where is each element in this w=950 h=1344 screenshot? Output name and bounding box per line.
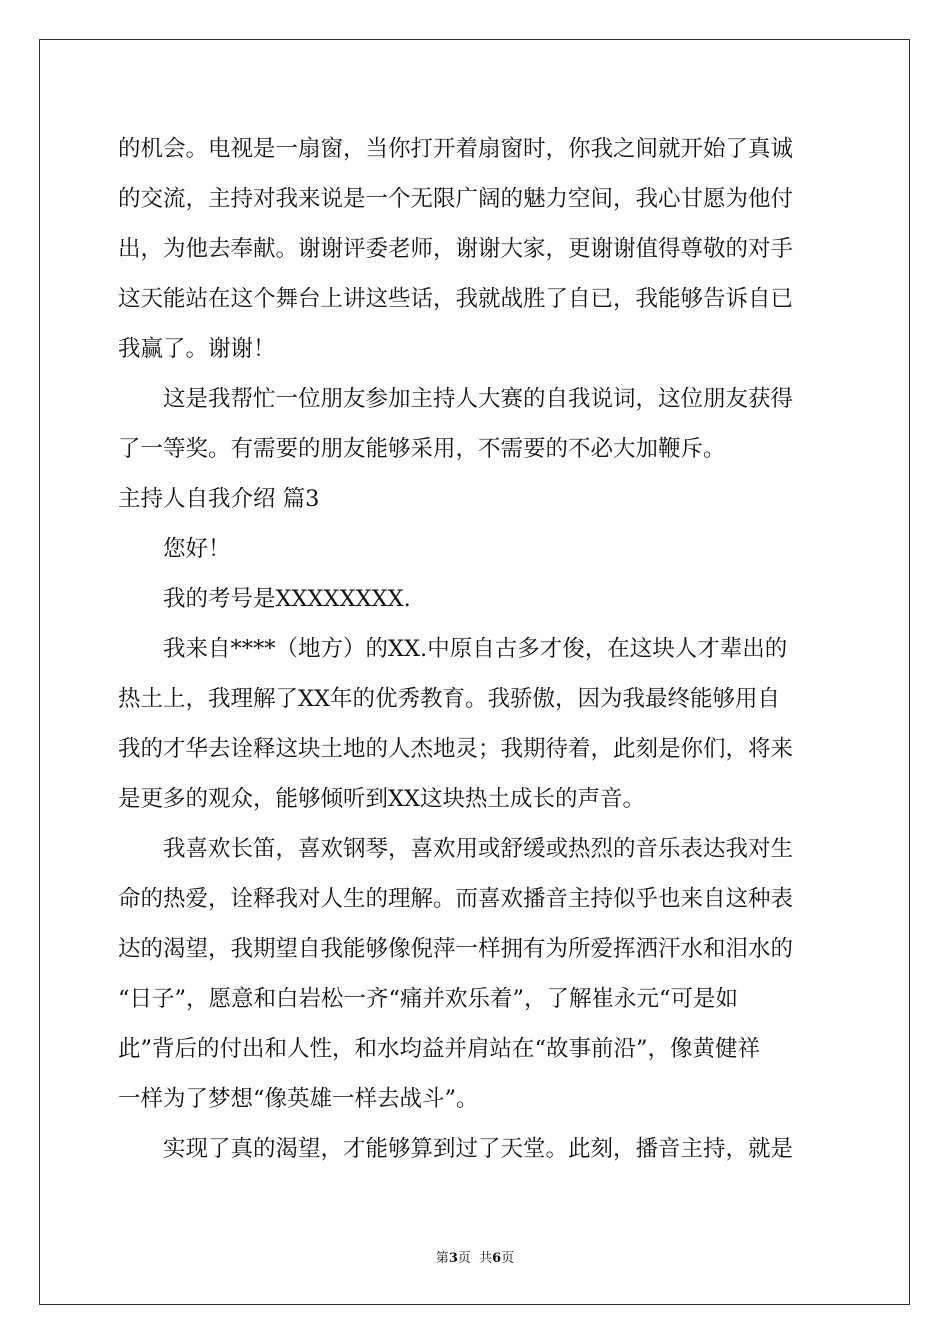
text-line: 这是我帮忙一位朋友参加主持人大赛的自我说词，这位朋友获得 [163,386,794,412]
footer-prefix: 第 [435,1251,449,1266]
footer-mid: 页 共 [457,1251,493,1266]
text-line: 我喜欢长笛，喜欢钢琴，喜欢用或舒缓或热烈的音乐表达我对生 [163,836,794,862]
text-line: 我的才华去诠释这块土地的人杰地灵；我期待着，此刻是你们，将来 [118,736,794,762]
page-footer [0,1247,950,1266]
text-line: 我赢了。谢谢！ [118,336,276,362]
text-line: 达的渴望，我期望自我能够像倪萍一样拥有为所爱挥洒汗水和泪水的 [118,936,794,962]
text-line: 实现了真的渴望，才能够算到过了天堂。此刻，播音主持，就是 [163,1136,794,1162]
footer-suffix: 页 [501,1251,515,1266]
text-line: 的机会。电视是一扇窗，当你打开着扇窗时，你我之间就开始了真诚 [118,136,794,162]
text-line: “日子”，愿意和白岩松一齐“痛并欢乐着”，了解崔永元“可是如 [118,986,739,1012]
total-page-number: 6 [492,1251,502,1266]
text-line: 出，为他去奉献。谢谢评委老师，谢谢大家，更谢谢值得尊敬的对手 [118,236,794,262]
text-line: 我来自****（地方）的XX.中原自古多才俊，在这块人才辈出的 [163,636,788,662]
text-line: 我的考号是XXXXXXXX. [163,586,411,612]
current-page-number: 3 [448,1251,458,1266]
text-line: 您好！ [163,536,231,562]
text-line: 此”背后的付出和人性，和水均益并肩站在“故事前沿”，像黄健祥 [118,1036,761,1062]
text-line: 热土上，我理解了XX年的优秀教育。我骄傲，因为我最终能够用自 [118,686,781,712]
text-line: 命的热爱，诠释我对人生的理解。而喜欢播音主持似乎也来自这种表 [118,886,794,912]
text-line: 一样为了梦想“像英雄一样去战斗”。 [118,1086,479,1112]
page-border [39,39,910,1305]
text-line: 的交流，主持对我来说是一个无限广阔的魅力空间，我心甘愿为他付 [118,186,794,212]
text-line: 这天能站在这个舞台上讲这些话，我就战胜了自已，我能够告诉自已 [118,286,794,312]
text-line: 是更多的观众，能够倾听到XX这块热土成长的声音。 [118,786,646,812]
text-line: 了一等奖。有需要的朋友能够采用，不需要的不必大加鞭斥。 [118,436,726,462]
section-heading: 主持人自我介绍 篇3 [118,486,320,512]
